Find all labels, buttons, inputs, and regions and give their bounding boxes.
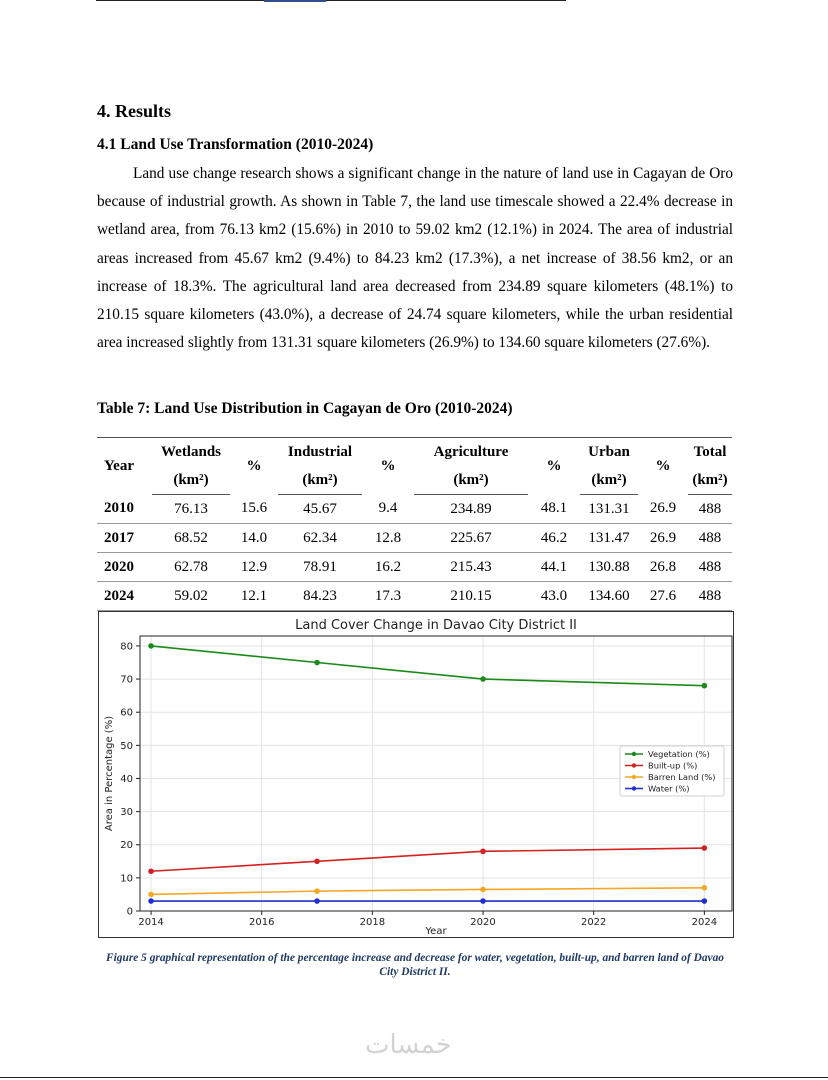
cell-wetlands: 59.02 xyxy=(152,582,230,611)
data-point xyxy=(702,898,708,904)
legend-marker xyxy=(632,763,636,767)
cell-urban: 131.47 xyxy=(580,524,638,553)
cell-industrial-pct: 17.3 xyxy=(362,582,414,611)
unit-wetlands: (km²) xyxy=(152,466,230,495)
cell-agriculture: 210.15 xyxy=(414,582,528,611)
x-tick-label: 2024 xyxy=(691,917,718,928)
legend-marker xyxy=(632,786,636,790)
header-industrial-percent: % xyxy=(362,438,414,495)
cell-wetlands-pct: 12.1 xyxy=(230,582,278,611)
table-row xyxy=(97,582,732,611)
cell-total: 488 xyxy=(688,553,732,582)
series-line xyxy=(151,888,704,895)
cell-urban-pct: 26.9 xyxy=(638,495,688,524)
cell-industrial: 78.91 xyxy=(278,553,362,582)
table-title: Table 7: Land Use Distribution in Cagayan de Oro (2010-2024) xyxy=(97,400,513,417)
cell-agriculture: 225.67 xyxy=(414,524,528,553)
data-point xyxy=(480,849,486,855)
header-wetlands: Wetlands xyxy=(152,438,230,467)
cell-agriculture: 234.89 xyxy=(414,495,528,524)
table-row xyxy=(97,495,732,524)
data-point xyxy=(314,888,320,894)
y-tick-label: 70 xyxy=(120,674,133,686)
y-tick-label: 80 xyxy=(120,641,133,653)
data-point xyxy=(148,643,154,649)
header-agriculture-percent: % xyxy=(528,438,580,495)
cell-urban-pct: 26.8 xyxy=(638,553,688,582)
section-heading: 4. Results xyxy=(97,101,172,121)
header-industrial: Industrial xyxy=(278,438,362,467)
data-point xyxy=(314,898,320,904)
cell-agriculture-pct: 44.1 xyxy=(528,553,580,582)
cell-industrial: 45.67 xyxy=(278,495,362,524)
unit-total: (km²) xyxy=(688,466,732,495)
header-agriculture: Agriculture xyxy=(414,438,528,467)
cell-urban: 130.88 xyxy=(580,553,638,582)
figure-caption: Figure 5 graphical representation of the percentage increase and decrease for water, vegetation, built-up, and barren land of Davao City District II. xyxy=(106,952,724,978)
cell-year: 2024 xyxy=(97,582,152,611)
cell-agriculture: 215.43 xyxy=(414,553,528,582)
table-row xyxy=(97,553,732,582)
cell-wetlands-pct: 12.9 xyxy=(230,553,278,582)
cell-urban: 134.60 xyxy=(580,582,638,611)
data-point xyxy=(480,887,486,893)
cell-industrial: 62.34 xyxy=(278,524,362,553)
y-tick-label: 10 xyxy=(120,873,133,885)
data-point xyxy=(148,892,154,898)
cell-urban-pct: 27.6 xyxy=(638,582,688,611)
y-tick-label: 0 xyxy=(126,906,133,918)
unit-agriculture: (km²) xyxy=(414,466,528,495)
bottom-rule xyxy=(0,1077,828,1078)
land-cover-chart xyxy=(98,611,734,938)
y-tick-label: 60 xyxy=(120,707,133,719)
watermark-logo: خمسات xyxy=(365,1030,452,1060)
table-row xyxy=(97,524,732,553)
cell-industrial-pct: 16.2 xyxy=(362,553,414,582)
results-paragraph: Land use change research shows a significant change in the nature of land use in Cagayan de Oro because of industrial growth. As shown in Table 7, the land use timescale showed a 22.4% decrease in wetland area, from 76.13 km2 (15.6%) in 2010 to 59.02 km2 (12.1%) in 2024. The area of industrial areas increased from 45.67 km2 (9.4%) to 84.23 km2 (17.3%), a net increase of 38.56 km2, or an increase of 18.3%. The agricultural land area decreased from 234.89 square kilometers (48.1%) to 210.15 square kilometers (43.0%), a decrease of 24.74 square kilometers, while the urban residential area increased slightly from 131.31 square kilometers (26.9%) to 134.60 square kilometers (27.6%). xyxy=(97,165,733,352)
data-point xyxy=(702,845,708,851)
cell-agriculture-pct: 48.1 xyxy=(528,495,580,524)
legend-label: Built-up (%) xyxy=(648,760,698,771)
series-line xyxy=(151,646,704,686)
y-tick-label: 50 xyxy=(120,740,133,752)
y-axis-label: Area in Percentage (%) xyxy=(104,715,115,832)
legend-label: Water (%) xyxy=(648,783,690,794)
cell-total: 488 xyxy=(688,524,732,553)
cell-agriculture-pct: 43.0 xyxy=(528,582,580,611)
data-point xyxy=(148,868,154,874)
header-wetlands-percent: % xyxy=(230,438,278,495)
cell-wetlands-pct: 15.6 xyxy=(230,495,278,524)
land-use-table xyxy=(97,437,732,611)
cell-urban: 131.31 xyxy=(580,495,638,524)
cell-urban-pct: 26.9 xyxy=(638,524,688,553)
chart-canvas xyxy=(99,612,735,939)
header-year: Year xyxy=(97,438,152,495)
data-point xyxy=(480,898,486,904)
cell-total: 488 xyxy=(688,495,732,524)
data-point xyxy=(148,898,154,904)
header-total: Total xyxy=(688,438,732,467)
cell-wetlands: 68.52 xyxy=(152,524,230,553)
table-header-row xyxy=(97,438,732,467)
series-line xyxy=(151,848,704,871)
x-tick-label: 2022 xyxy=(580,917,607,928)
top-rule-accent xyxy=(264,0,326,2)
top-rule xyxy=(96,0,566,1)
cell-year: 2017 xyxy=(97,524,152,553)
data-point xyxy=(702,885,708,891)
data-point xyxy=(314,859,320,865)
cell-total: 488 xyxy=(688,582,732,611)
data-point xyxy=(314,660,320,666)
unit-urban: (km²) xyxy=(580,466,638,495)
header-urban: Urban xyxy=(580,438,638,467)
legend-label: Barren Land (%) xyxy=(648,772,716,782)
x-axis-label: Year xyxy=(425,926,447,937)
cell-agriculture-pct: 46.2 xyxy=(528,524,580,553)
cell-industrial-pct: 9.4 xyxy=(362,495,414,524)
data-point xyxy=(480,676,486,682)
chart-title: Land Cover Change in Davao City District II xyxy=(295,618,577,633)
y-tick-label: 20 xyxy=(120,840,133,852)
x-tick-label: 2020 xyxy=(470,917,496,928)
legend-marker xyxy=(632,775,636,779)
cell-year: 2020 xyxy=(97,553,152,582)
subsection-heading: 4.1 Land Use Transformation (2010-2024) xyxy=(97,136,374,153)
y-tick-label: 30 xyxy=(120,807,133,819)
legend-marker xyxy=(632,752,636,756)
data-point xyxy=(702,683,708,689)
table-unit-row xyxy=(97,466,732,495)
x-tick-label: 2014 xyxy=(138,917,164,928)
cell-industrial-pct: 12.8 xyxy=(362,524,414,553)
header-urban-percent: % xyxy=(638,438,688,495)
cell-wetlands-pct: 14.0 xyxy=(230,524,278,553)
cell-year: 2010 xyxy=(97,495,152,524)
legend-label: Vegetation (%) xyxy=(648,749,710,759)
x-tick-label: 2016 xyxy=(248,917,275,928)
y-tick-label: 40 xyxy=(120,773,133,785)
cell-wetlands: 62.78 xyxy=(152,553,230,582)
x-tick-label: 2018 xyxy=(359,917,386,928)
cell-industrial: 84.23 xyxy=(278,582,362,611)
cell-wetlands: 76.13 xyxy=(152,495,230,524)
unit-industrial: (km²) xyxy=(278,466,362,495)
